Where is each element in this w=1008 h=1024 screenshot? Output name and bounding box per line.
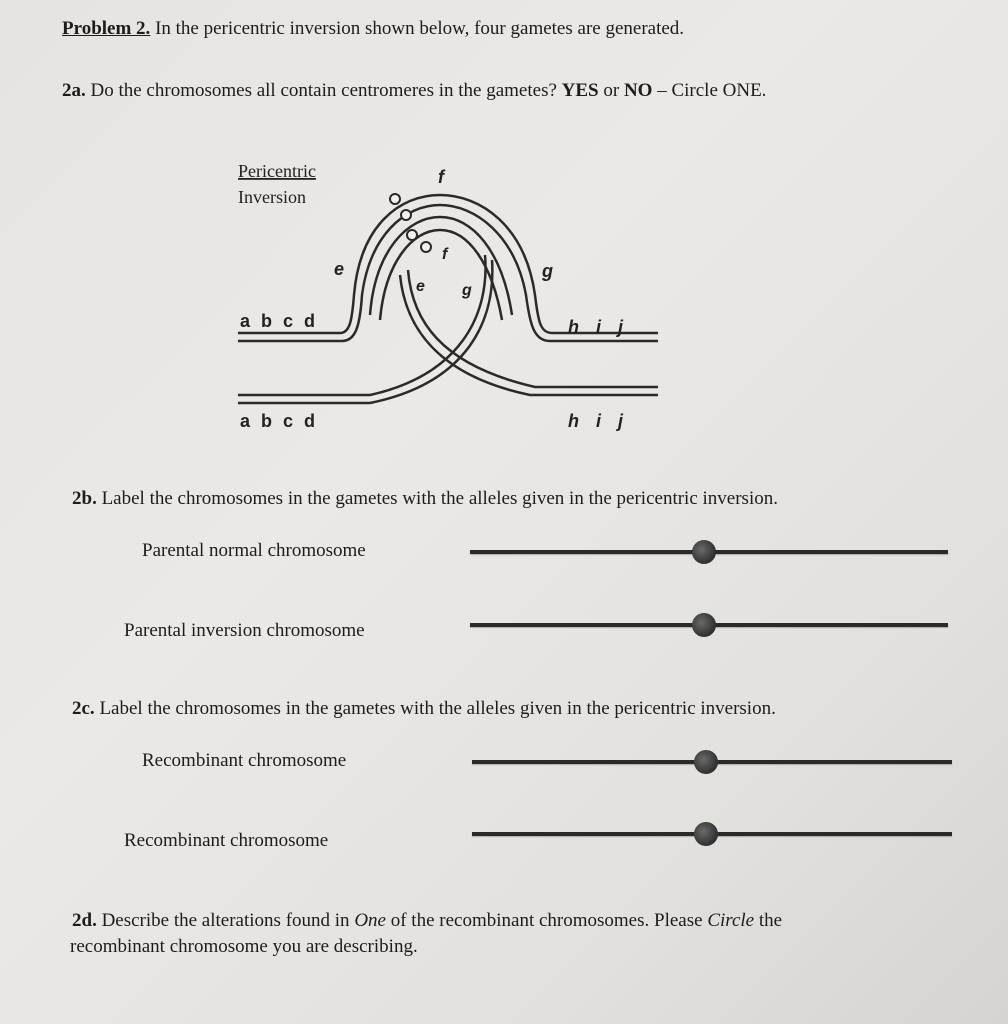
diagram-title-1: Pericentric (238, 161, 316, 181)
q2d-text-a: Describe the alterations found in (101, 910, 350, 931)
q2a-no: NO (623, 80, 653, 101)
question-2c (72, 698, 776, 720)
question-2d (72, 910, 782, 932)
allele-e-inner: e (416, 278, 425, 295)
q2b-text: Label the chromosomes in the gametes with the alleles given in the pericentric inversion. (101, 488, 778, 509)
q2c-label: 2c. (72, 698, 95, 719)
alleles-bottom-right: h i j (568, 411, 629, 431)
alleles-bottom-left: a b c d (240, 411, 319, 431)
q2b-row1-label: Parental normal chromosome (142, 540, 366, 561)
centromere-dot (692, 540, 716, 564)
problem-intro: In the pericentric inversion shown below, four gametes are generated. (155, 18, 685, 39)
q2d-text-b: of the recombinant chromosomes. Please (390, 910, 703, 931)
question-2a (62, 80, 766, 102)
alleles-top-right: h i j (568, 317, 629, 337)
q2a-label: 2a. (62, 80, 86, 101)
q2b-label: 2b. (72, 488, 97, 509)
problem-title: Problem 2. (62, 18, 151, 39)
allele-g-inner: g (462, 282, 472, 299)
centromere-dot (694, 750, 718, 774)
allele-f-inner: f (442, 246, 448, 263)
q2a-or: or (603, 80, 620, 101)
q2d-text-c: the (758, 910, 783, 931)
q2b-row2-label: Parental inversion chromosome (124, 620, 365, 641)
q2a-text: Do the chromosomes all contain centromeres in the gametes? (90, 80, 557, 101)
allele-e-outer: e (334, 259, 345, 279)
diagram-title-2: Inversion (238, 187, 306, 207)
alleles-top-left: a b c d (240, 311, 319, 331)
allele-f-outer: f (438, 167, 444, 187)
q2d-label: 2d. (72, 910, 97, 931)
centromere-dot (692, 613, 716, 637)
q2c-text: Label the chromosomes in the gametes with the alleles given in the pericentric inversion. (99, 698, 776, 719)
question-2b (72, 488, 778, 510)
inversion-loop (238, 195, 658, 403)
q2d-one: One (354, 910, 386, 931)
q2d-circle: Circle (707, 910, 755, 931)
q2d-line2: recombinant chromosome you are describing. (70, 936, 418, 957)
q2a-yes: YES (561, 80, 599, 101)
centromere-dot (694, 822, 718, 846)
q2c-row2-label: Recombinant chromosome (124, 830, 329, 851)
pericentric-inversion-diagram (230, 155, 670, 445)
problem-heading (62, 18, 684, 40)
q2a-tail: – Circle ONE. (657, 80, 767, 101)
allele-g-outer: g (542, 261, 553, 281)
q2c-row1-label: Recombinant chromosome (142, 750, 347, 771)
